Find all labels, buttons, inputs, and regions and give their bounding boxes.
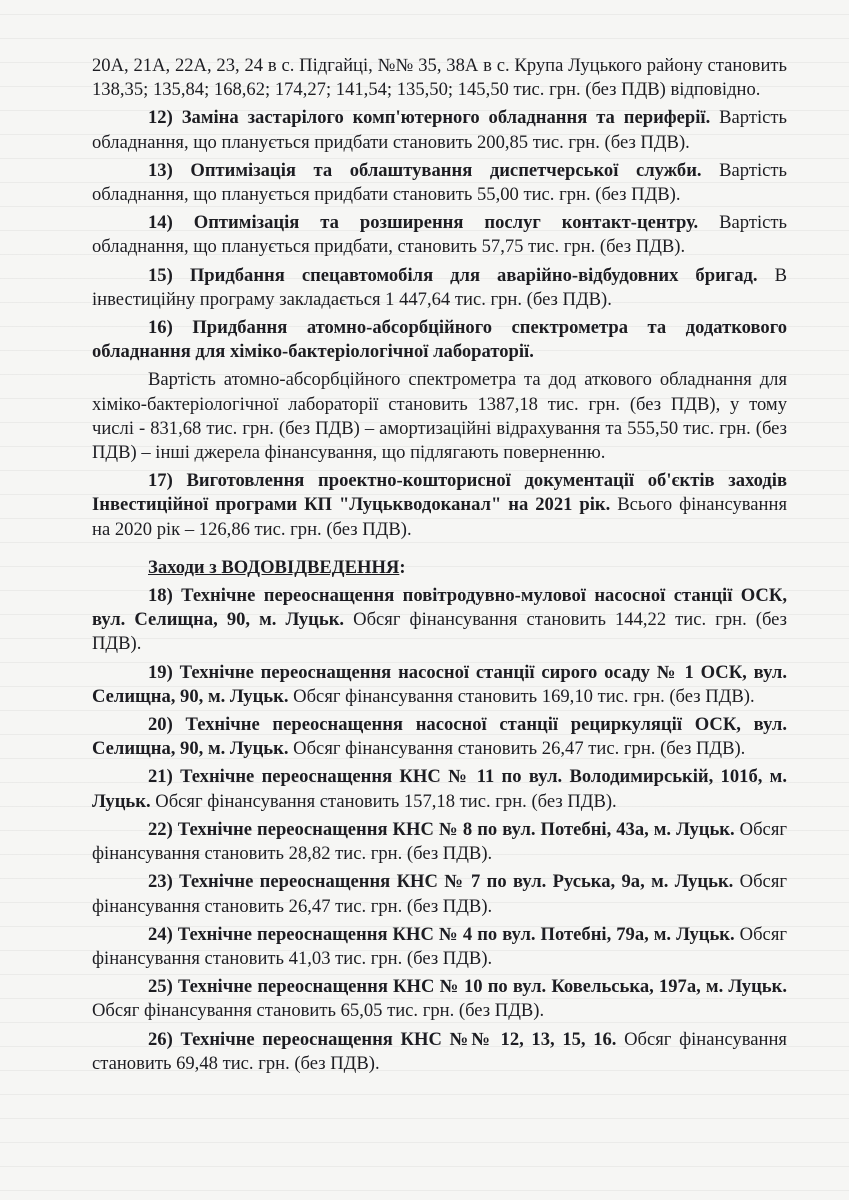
item-number: 17) [148,470,173,492]
item-13 [92,159,787,207]
item-title: Оптимізація та облаштування диспетчерської служби. [190,159,702,181]
item-number: 20) [148,714,173,736]
item-title: Придбання спецавтомобіля для аварійно-відбудовних бригад. [189,264,758,286]
item-text: Обсяг фінансування становить 144,22 тис. грн. (без ПДВ). [92,609,787,655]
section-heading [92,556,787,580]
section-heading-prefix: Заходи з [148,556,222,578]
item-16-detail [92,368,787,465]
item-number: 16) [148,317,173,339]
item-number: 12) [148,107,173,129]
item-24 [92,923,787,971]
item-text: Вартість атомно-абсорбційного спектрометра та дод аткового обладнання для хіміко-бактеріологічної лабораторії становить 1387,18 тис. грн. (без ПДВ), у тому числі - 831,68 тис. грн. (без ПДВ) – амортизаційні відрахування та 555,50 тис. грн. (без ПДВ) – інші джерела фінансування, що підлягають поверненню. [92,369,787,464]
item-number: 26) [148,1028,173,1050]
item-20 [92,713,787,761]
item-23 [92,870,787,918]
item-text: Обсяг фінансування становить 26,47 тис. грн. (без ПДВ). [293,738,746,760]
item-number: 13) [148,159,173,181]
item-title: Технічне переоснащення КНС № 7 по вул. Руська, 9а, м. Луцьк. [179,871,734,893]
section-heading-colon: : [399,556,406,578]
item-title: Заміна застарілого комп'ютерного обладнання та периферії. [181,107,711,129]
item-18 [92,584,787,657]
item-text: Обсяг фінансування становить 26,47 тис. грн. (без ПДВ). [92,871,787,917]
item-title: Технічне переоснащення насосної станції рециркуляції ОСК, вул. Селищна, 90, м. Луцьк. [92,714,787,760]
item-text: Вартість обладнання, що планується придбати становить 55,00 тис. грн. (без ПДВ). [92,159,787,206]
item-text: Всього фінансування на 2020 рік – 126,86 тис. грн. (без ПДВ). [92,494,788,540]
paragraph-text: 20А, 21А, 22А, 23, 24 в с. Підгайці, №№ 35, 38А в с. Крупа Луцького району становить 138,35; 135,84; 168,62; 174,27; 141,54; 135,50; 145,50 тис. грн. (без ПДВ) відповідно. [92,55,787,101]
item-title: Технічне переоснащення КНС № 8 по вул. Потебні, 43а, м. Луцьк. [177,818,735,840]
item-text: Обсяг фінансування становить 65,05 тис. грн. (без ПДВ). [92,1000,545,1022]
item-text: Обсяг фінансування становить 41,03 тис. грн. (без ПДВ). [92,923,787,969]
item-text: Обсяг фінансування становить 28,82 тис. грн. (без ПДВ). [92,818,787,865]
item-number: 21) [148,766,173,788]
item-text: Обсяг фінансування становить 69,48 тис. грн. (без ПДВ). [92,1028,787,1074]
item-title: Технічне переоснащення насосної станції сирого осаду № 1 ОСК, вул. Селищна, 90, м. Луцьк. [92,661,787,707]
item-text: Обсяг фінансування становить 157,18 тис. грн. (без ПДВ). [155,790,617,812]
item-title: Технічне переоснащення КНС № 11 по вул. Володимирській, 101б, м. Луцьк. [92,766,787,812]
item-text: Обсяг фінансування становить 169,10 тис. грн. (без ПДВ). [293,685,755,707]
item-title: Технічне переоснащення повітродувно-мулової насосної станції ОСК, вул. Селищна, 90, м. Луцьк. [92,585,787,631]
item-12 [92,106,787,154]
item-19 [92,661,787,709]
item-text: Вартість обладнання, що планується придбати, становить 57,75 тис. грн. (без ПДВ). [92,212,787,258]
item-number: 15) [148,264,173,286]
item-14 [92,211,787,259]
item-16 [92,316,787,364]
item-21 [92,765,787,813]
item-title: Технічне переоснащення КНС №№ 12, 13, 15, 16. [180,1028,617,1050]
item-title: Придбання атомно-абсорбційного спектрометра та додаткового обладнання для хіміко-бактеріологічної лабораторії. [92,317,787,363]
item-number: 18) [148,585,173,607]
item-text: В інвестиційну програму закладається 1 447,64 тис. грн. (без ПДВ). [92,264,787,310]
item-text: Вартість обладнання, що планується придбати становить 200,85 тис. грн. (без ПДВ). [92,107,788,153]
item-17 [92,469,787,542]
item-number: 23) [148,871,173,893]
item-15 [92,264,787,312]
item-number: 22) [148,818,173,840]
item-title: Оптимізація та розширення послуг контакт-центру. [193,212,699,234]
item-22 [92,818,787,866]
paragraph-continuation [92,54,787,102]
item-number: 19) [148,661,173,683]
item-number: 24) [148,923,173,945]
section-heading-emph: ВОДОВІДВЕДЕННЯ [221,556,400,578]
item-26 [92,1028,787,1076]
item-number: 25) [148,976,173,998]
item-title: Технічне переоснащення КНС № 10 по вул. Ковельська, 197а, м. Луцьк. [177,976,787,998]
item-number: 14) [148,212,173,234]
item-title: Технічне переоснащення КНС № 4 по вул. Потебні, 79а, м. Луцьк. [177,923,735,945]
item-25 [92,975,787,1023]
item-title: Виготовлення проектно-кошторисної документації об'єктів заходів Інвестиційної програми КП "Луцькводоканал" на 2021 рік. [92,470,787,516]
